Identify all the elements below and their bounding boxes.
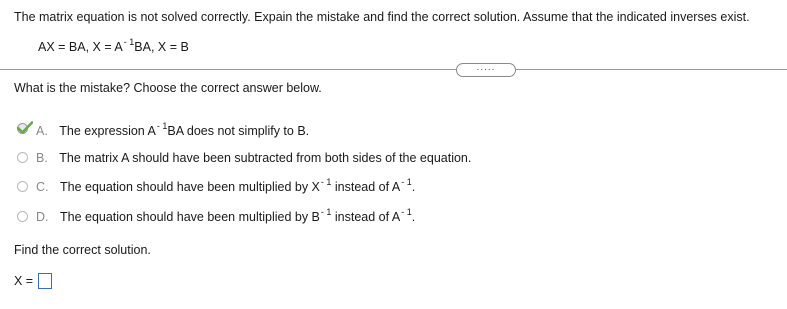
show-more-button[interactable]: ..... bbox=[456, 63, 516, 77]
option-b-label: The matrix A should have been subtracted from both sides of the equation. bbox=[59, 151, 472, 165]
equation-exponent: - 1 bbox=[123, 37, 135, 47]
checkmark-icon bbox=[17, 121, 33, 135]
equation-part-2: BA, X = B bbox=[134, 40, 189, 54]
option-a-letter: A. bbox=[36, 124, 48, 138]
answer-label: X = bbox=[14, 274, 34, 288]
option-d-label: The equation should have been multiplied by $B^{- 1}$ instead of $A^{- 1}$. bbox=[59, 207, 416, 224]
option-b-radio[interactable] bbox=[17, 152, 28, 163]
equation-part-1: AX = BA, X = A bbox=[38, 40, 123, 54]
option-d-radio[interactable] bbox=[17, 211, 28, 222]
answer-input[interactable] bbox=[38, 273, 52, 289]
mistake-question: What is the mistake? Choose the correct answer below. bbox=[14, 81, 322, 95]
question-prompt: The matrix equation is not solved correctly. Expain the mistake and find the correct solution. Assume that the indicated inverses exist. bbox=[14, 10, 750, 24]
option-b-letter: B. bbox=[36, 151, 48, 165]
option-c-letter: C. bbox=[36, 180, 49, 194]
option-d-letter: D. bbox=[36, 210, 49, 224]
option-a-label: The expression $A^{- 1}BA$ does not simplify to B. bbox=[59, 121, 310, 138]
section-divider bbox=[0, 69, 787, 70]
matrix-equation bbox=[38, 37, 189, 54]
option-c-label: The equation should have been multiplied by $X^{- 1}$ instead of $A^{- 1}$. bbox=[59, 177, 416, 194]
solution-question: Find the correct solution. bbox=[14, 243, 151, 257]
option-c-radio[interactable] bbox=[17, 181, 28, 192]
